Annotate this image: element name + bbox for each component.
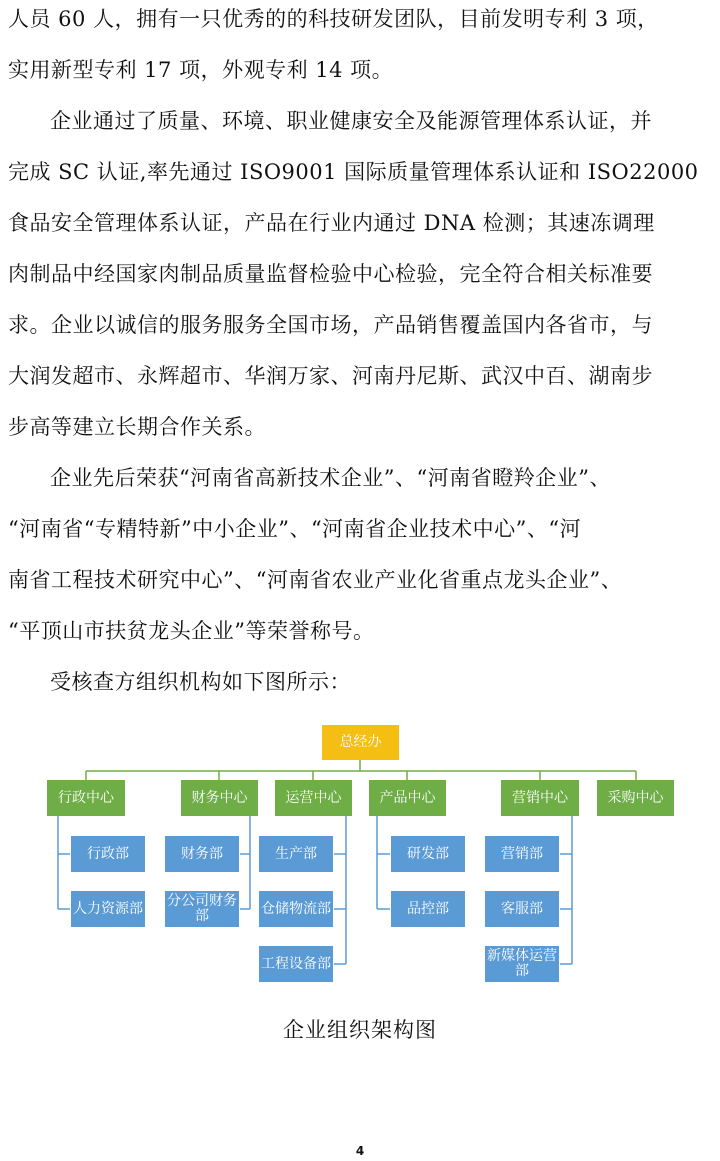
text-line: 实用新型专利 17 项，外观专利 14 项。 <box>8 58 394 82</box>
org-node-marketing-center: 营销中心 <box>501 780 579 816</box>
text-line: 求。企业以诚信的服务服务全国市场，产品销售覆盖国内各省市，与 <box>8 313 653 337</box>
org-node-dept: 财务部 <box>164 835 240 873</box>
text-line: 步高等建立长期合作关系。 <box>8 415 266 439</box>
org-node-dept: 新媒体运营部 <box>484 945 560 983</box>
text-line: 人员 60 人，拥有一只优秀的的科技研发团队，目前发明专利 3 项， <box>8 7 659 31</box>
org-node-dept: 客服部 <box>484 890 560 928</box>
org-node-general-office: 总经办 <box>322 725 399 760</box>
org-node-dept: 研发部 <box>390 835 466 873</box>
org-node-product-center: 产品中心 <box>369 780 446 816</box>
org-node-dept: 分公司财务部 <box>164 890 240 928</box>
org-node-dept: 品控部 <box>390 890 466 928</box>
text-line: 大润发超市、永辉超市、华润万家、河南丹尼斯、武汉中百、湖南步 <box>8 364 653 388</box>
org-node-dept: 行政部 <box>70 835 146 873</box>
org-node-dept: 仓储物流部 <box>258 890 334 928</box>
text-line: “平顶山市扶贫龙头企业”等荣誉称号。 <box>8 619 375 643</box>
text-line: 肉制品中经国家肉制品质量监督检验中心检验，完全符合相关标准要 <box>8 262 653 286</box>
org-node-finance-center: 财务中心 <box>181 780 258 816</box>
org-node-dept: 工程设备部 <box>258 945 334 983</box>
page-number: 4 <box>355 1144 365 1158</box>
text-line: 企业通过了质量、环境、职业健康安全及能源管理体系认证，并 <box>50 109 652 133</box>
org-chart <box>0 718 720 998</box>
text-line: 食品安全管理体系认证，产品在行业内通过 DNA 检测；其速冻调理 <box>8 211 655 235</box>
org-node-admin-center: 行政中心 <box>47 780 125 816</box>
text-line: “河南省“专精特新”中小企业”、“河南省企业技术中心”、“河 <box>8 517 582 541</box>
text-line: 受核查方组织机构如下图所示： <box>50 670 351 694</box>
org-node-dept: 营销部 <box>484 835 560 873</box>
org-node-purchasing-center: 采购中心 <box>597 780 674 816</box>
org-node-dept: 生产部 <box>258 835 334 873</box>
org-node-dept: 人力资源部 <box>70 890 146 928</box>
text-line: 南省工程技术研究中心”、“河南省农业产业化省重点龙头企业”、 <box>8 568 623 592</box>
org-node-operations-center: 运营中心 <box>275 780 352 816</box>
text-line: 完成 SC 认证,率先通过 ISO9001 国际质量管理体系认证和 ISO22000 <box>8 160 699 184</box>
text-line: 企业先后荣获“河南省高新技术企业”、“河南省瞪羚企业”、 <box>50 466 611 490</box>
figure-caption: 企业组织架构图 <box>283 1018 437 1042</box>
